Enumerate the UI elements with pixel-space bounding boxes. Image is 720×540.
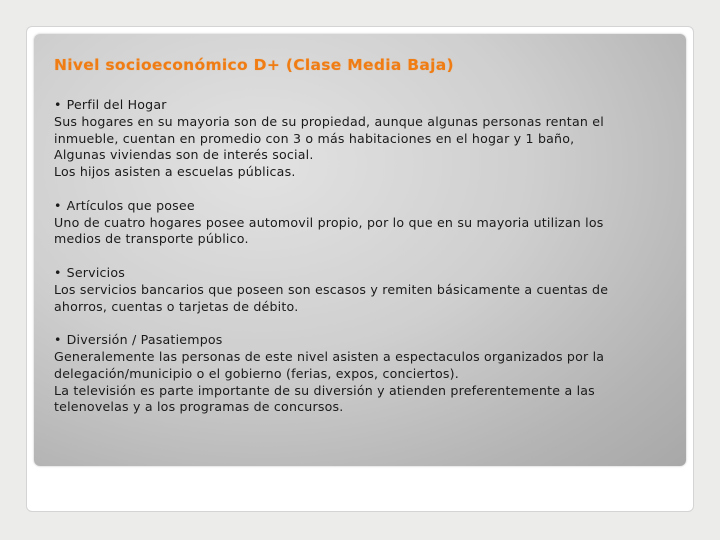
bullet-icon: •: [54, 264, 62, 280]
section-heading: [54, 332, 664, 349]
section-perfil-hogar: [54, 97, 664, 181]
section-heading: [54, 265, 664, 282]
heading-text: Diversión / Pasatiempos: [66, 332, 223, 348]
text-line: Los servicios bancarios que poseen son escasos y remiten básicamente a cuentas de: [54, 281, 609, 297]
text-line: inmueble, cuentan en promedio con 3 o más habitaciones en el hogar y 1 baño,: [54, 130, 575, 146]
slide-title: Nivel socioeconómico D+ (Clase Media Baja): [54, 56, 454, 74]
text-line: Generalemente las personas de este nivel asisten a espectaculos organizados por la: [54, 348, 605, 364]
text-line: telenovelas y a los programas de concursos.: [54, 399, 344, 415]
section-heading: [54, 198, 664, 215]
heading-text: Artículos que posee: [66, 197, 195, 213]
heading-text: Servicios: [66, 264, 126, 280]
text-line: ahorros, cuentas o tarjetas de débito.: [54, 298, 299, 314]
text-line: Uno de cuatro hogares posee automovil propio, por lo que en su mayoria utilizan los: [54, 214, 604, 230]
bullet-icon: •: [54, 97, 62, 112]
text-line: delegación/municipio o el gobierno (ferias, expos, conciertos).: [54, 365, 459, 381]
bullet-icon: •: [54, 197, 62, 213]
text-line: medios de transporte público.: [54, 231, 249, 247]
text-line: Algunas viviendas son de interés social.: [54, 147, 314, 163]
bullet-icon: •: [54, 332, 62, 348]
section-servicios: [54, 265, 664, 315]
text-line: Los hijos asisten a escuelas públicas.: [54, 164, 296, 180]
heading-text: Perfil del Hogar: [66, 97, 167, 112]
section-diversion: [54, 332, 664, 416]
section-articulos: [54, 198, 664, 248]
text-line: Sus hogares en su mayoria son de su propiedad, aunque algunas personas rentan el: [54, 113, 604, 129]
slide-body: [54, 97, 664, 433]
section-heading: [54, 97, 664, 114]
text-line: La televisión es parte importante de su diversión y atienden preferentemente a las: [54, 382, 595, 398]
